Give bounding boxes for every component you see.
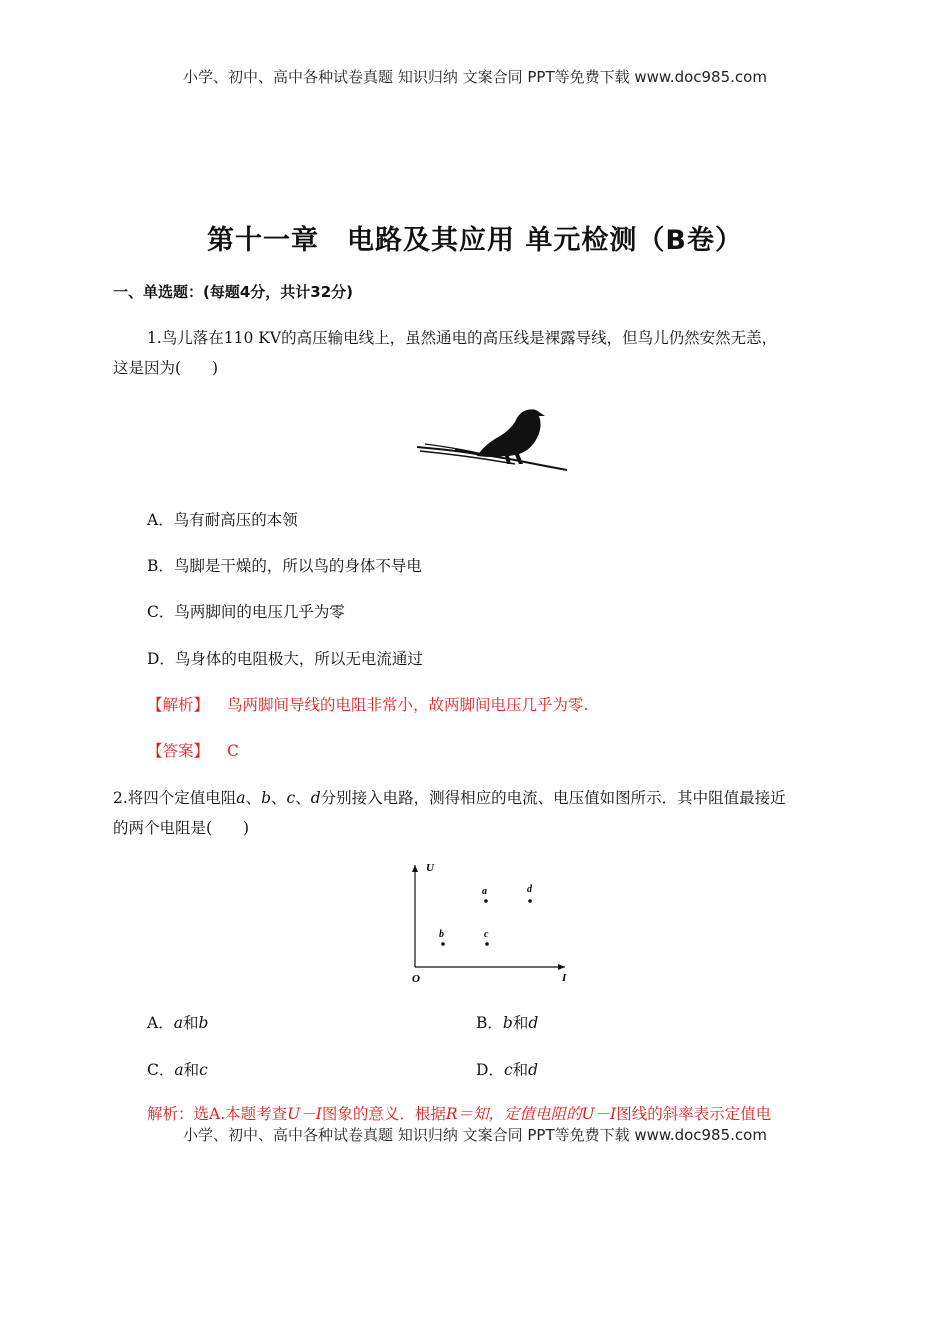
q1-option-b: B．鸟脚是干燥的，所以鸟的身体不导电 xyxy=(147,557,422,575)
q2-line-1: 2.将四个定值电阻a、b、c、d分别接入电路，测得相应的电流、电压值如图所示．其中阻值最接近 xyxy=(113,789,786,807)
question-1 xyxy=(113,323,838,383)
q1-line-1: 1.鸟儿落在110 KV的高压输电线上，虽然通电的高压线是裸露导线，但鸟儿仍然安然无恙， xyxy=(147,329,778,347)
q2-option-a: A．a和b xyxy=(147,1014,209,1032)
q2-analysis: 解析：选A.本题考查U－I图象的意义．根据R＝知，定值电阻的U－I图线的斜率表示定值电 xyxy=(147,1105,772,1123)
q2-option-c: C．a和c xyxy=(147,1061,208,1079)
section-heading: 一、单选题：(每题4分，共计32分) xyxy=(113,283,354,301)
q2-option-b: B．b和d xyxy=(476,1014,539,1032)
bird-on-wire-image xyxy=(415,400,570,480)
question-2 xyxy=(113,783,838,843)
q1-answer-text: C xyxy=(227,742,239,760)
point-c-label: c xyxy=(484,929,489,940)
origin-label: O xyxy=(412,973,420,985)
q1-option-a: A．鸟有耐高压的本领 xyxy=(147,511,298,529)
y-axis-label: U xyxy=(426,862,434,874)
q1-option-c: C．鸟两脚间的电压几乎为零 xyxy=(147,603,345,621)
q1-analysis-label: 【解析】 xyxy=(147,696,210,714)
q1-option-d: D．鸟身体的电阻极大，所以无电流通过 xyxy=(147,650,423,668)
q1-answer-label: 【答案】 xyxy=(147,742,210,760)
q2-option-d: D．c和d xyxy=(476,1061,539,1079)
point-a xyxy=(484,899,488,903)
q1-analysis xyxy=(147,693,588,715)
x-axis-label: I xyxy=(562,972,567,984)
q1-analysis-text: 鸟两脚间导线的电阻非常小，故两脚间电压几乎为零. xyxy=(227,696,589,714)
q2-line-2: 的两个电阻是( ) xyxy=(113,819,250,837)
point-c xyxy=(485,942,489,946)
page-header: 小学、初中、高中各种试卷真题 知识归纳 文案合同 PPT等免费下载 www.doc985.com xyxy=(183,68,767,86)
q1-line-2: 这是因为( ) xyxy=(113,359,219,377)
page-title: 第十一章 电路及其应用 单元检测（B卷） xyxy=(207,225,743,256)
q1-answer xyxy=(147,739,239,761)
point-d xyxy=(528,899,532,903)
point-b xyxy=(441,942,445,946)
u-i-graph xyxy=(400,855,580,990)
point-d-label: d xyxy=(527,884,532,895)
page-footer: 小学、初中、高中各种试卷真题 知识归纳 文案合同 PPT等免费下载 www.doc985.com xyxy=(183,1126,767,1144)
point-b-label: b xyxy=(439,929,444,940)
point-a-label: a xyxy=(482,886,487,897)
